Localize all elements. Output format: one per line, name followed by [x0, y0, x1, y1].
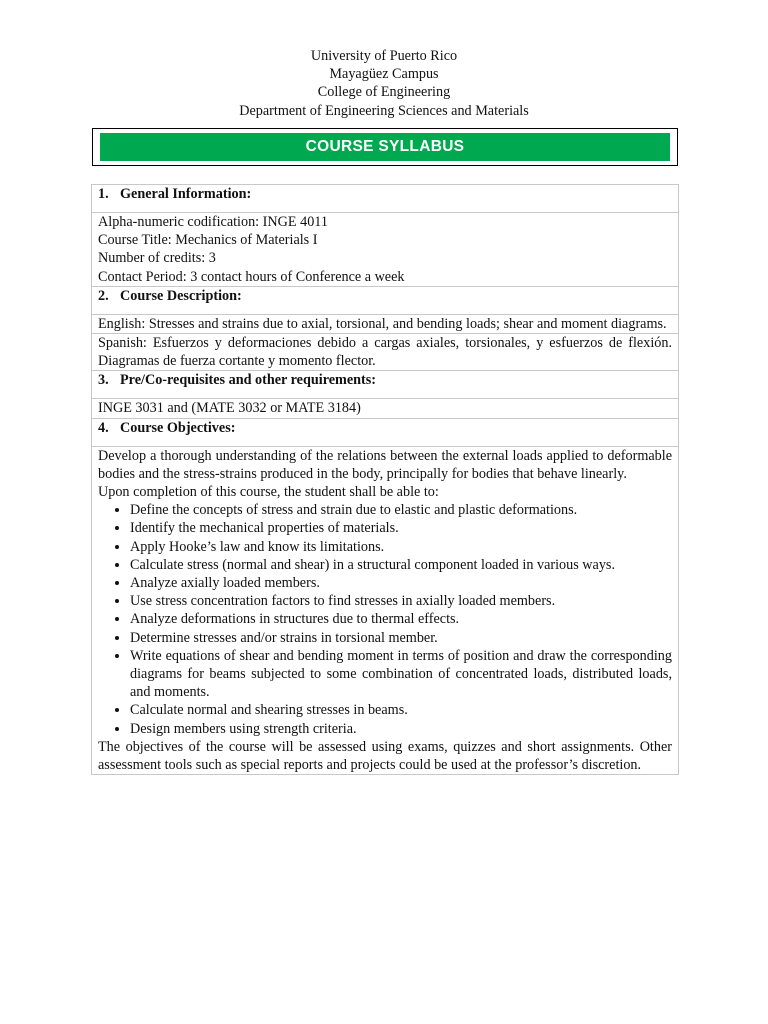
- list-item: • Write equations of shear and bending moment in terms of position and draw the corresponding diagrams for beams subjected to some combination of concentrated loads, distributed loads, and moments.: [130, 647, 672, 702]
- section-header-objectives: [92, 418, 679, 446]
- list-item: • Calculate normal and shearing stresses in beams.: [130, 701, 672, 719]
- objectives-intro: Develop a thorough understanding of the relations between the external loads applied to deformable bodies and the stress-strains produced in the body, principally for bodies that behave linearly.: [98, 447, 672, 482]
- section-body-objectives: [92, 446, 679, 775]
- list-item: • Determine stresses and/or strains in torsional member.: [130, 629, 672, 647]
- section-body-general: [92, 213, 679, 287]
- prereqs-text: INGE 3031 and (MATE 3032 or MATE 3184): [92, 399, 679, 418]
- list-item: • Design members using strength criteria.: [130, 720, 672, 738]
- section-title: Pre/Co-requisites and other requirements:: [120, 372, 377, 389]
- contact-period: Contact Period: 3 contact hours of Conference a week: [98, 268, 405, 285]
- list-item: • Define the concepts of stress and strain due to elastic and plastic deformations.: [130, 501, 672, 519]
- list-item: • Use stress concentration factors to find stresses in axially loaded members.: [130, 592, 672, 610]
- list-item: • Identify the mechanical properties of materials.: [130, 519, 672, 537]
- syllabus-banner-frame: [92, 128, 678, 166]
- syllabus-table: [91, 184, 679, 775]
- course-title: Course Title: Mechanics of Materials I: [98, 232, 318, 249]
- description-spanish: Spanish: Esfuerzos y deformaciones debido a cargas axiales, torsionales, y esfuerzos de flexión. Diagramas de fuerza cortante y momento flector.: [92, 334, 679, 371]
- list-item: • Calculate stress (normal and shear) in a structural component loaded in various ways.: [130, 556, 672, 574]
- section-number: 2.: [98, 287, 109, 304]
- section-header-description: [92, 286, 679, 314]
- document-header: [0, 47, 768, 120]
- section-title: Course Description:: [120, 287, 242, 304]
- section-body-description-english: [92, 314, 679, 333]
- list-item: • Apply Hooke’s law and know its limitations.: [130, 538, 672, 556]
- section-number: 4.: [98, 419, 109, 436]
- syllabus-banner: COURSE SYLLABUS: [100, 133, 670, 161]
- section-title: General Information:: [120, 186, 252, 202]
- section-title: Course Objectives:: [120, 419, 236, 436]
- objectives-closing: The objectives of the course will be assessed using exams, quizzes and short assignments. Other assessment tools such as special reports and projects could be used at the professor’s discretion.: [98, 738, 672, 774]
- section-body-description-spanish: [92, 334, 679, 371]
- section-body-prereqs: [92, 399, 679, 418]
- section-header-general: [92, 185, 679, 213]
- section-number: 3.: [98, 372, 109, 389]
- description-english: English: Stresses and strains due to axial, torsional, and bending loads; shear and moment diagrams.: [92, 314, 679, 333]
- section-number: 1.: [98, 186, 109, 202]
- list-item: • Analyze deformations in structures due to thermal effects.: [130, 610, 672, 628]
- college-name: College of Engineering: [317, 84, 451, 101]
- course-credits: Number of credits: 3: [98, 250, 216, 267]
- objectives-list: [98, 501, 672, 738]
- section-header-prereqs: [92, 371, 679, 399]
- course-code: Alpha-numeric codification: INGE 4011: [98, 214, 328, 230]
- department-name: Department of Engineering Sciences and Materials: [239, 102, 529, 119]
- university-name: University of Puerto Rico: [310, 48, 458, 64]
- list-item: • Analyze axially loaded members.: [130, 574, 672, 592]
- campus-name: Mayagüez Campus: [329, 66, 439, 83]
- objectives-lead: Upon completion of this course, the student shall be able to:: [98, 484, 439, 501]
